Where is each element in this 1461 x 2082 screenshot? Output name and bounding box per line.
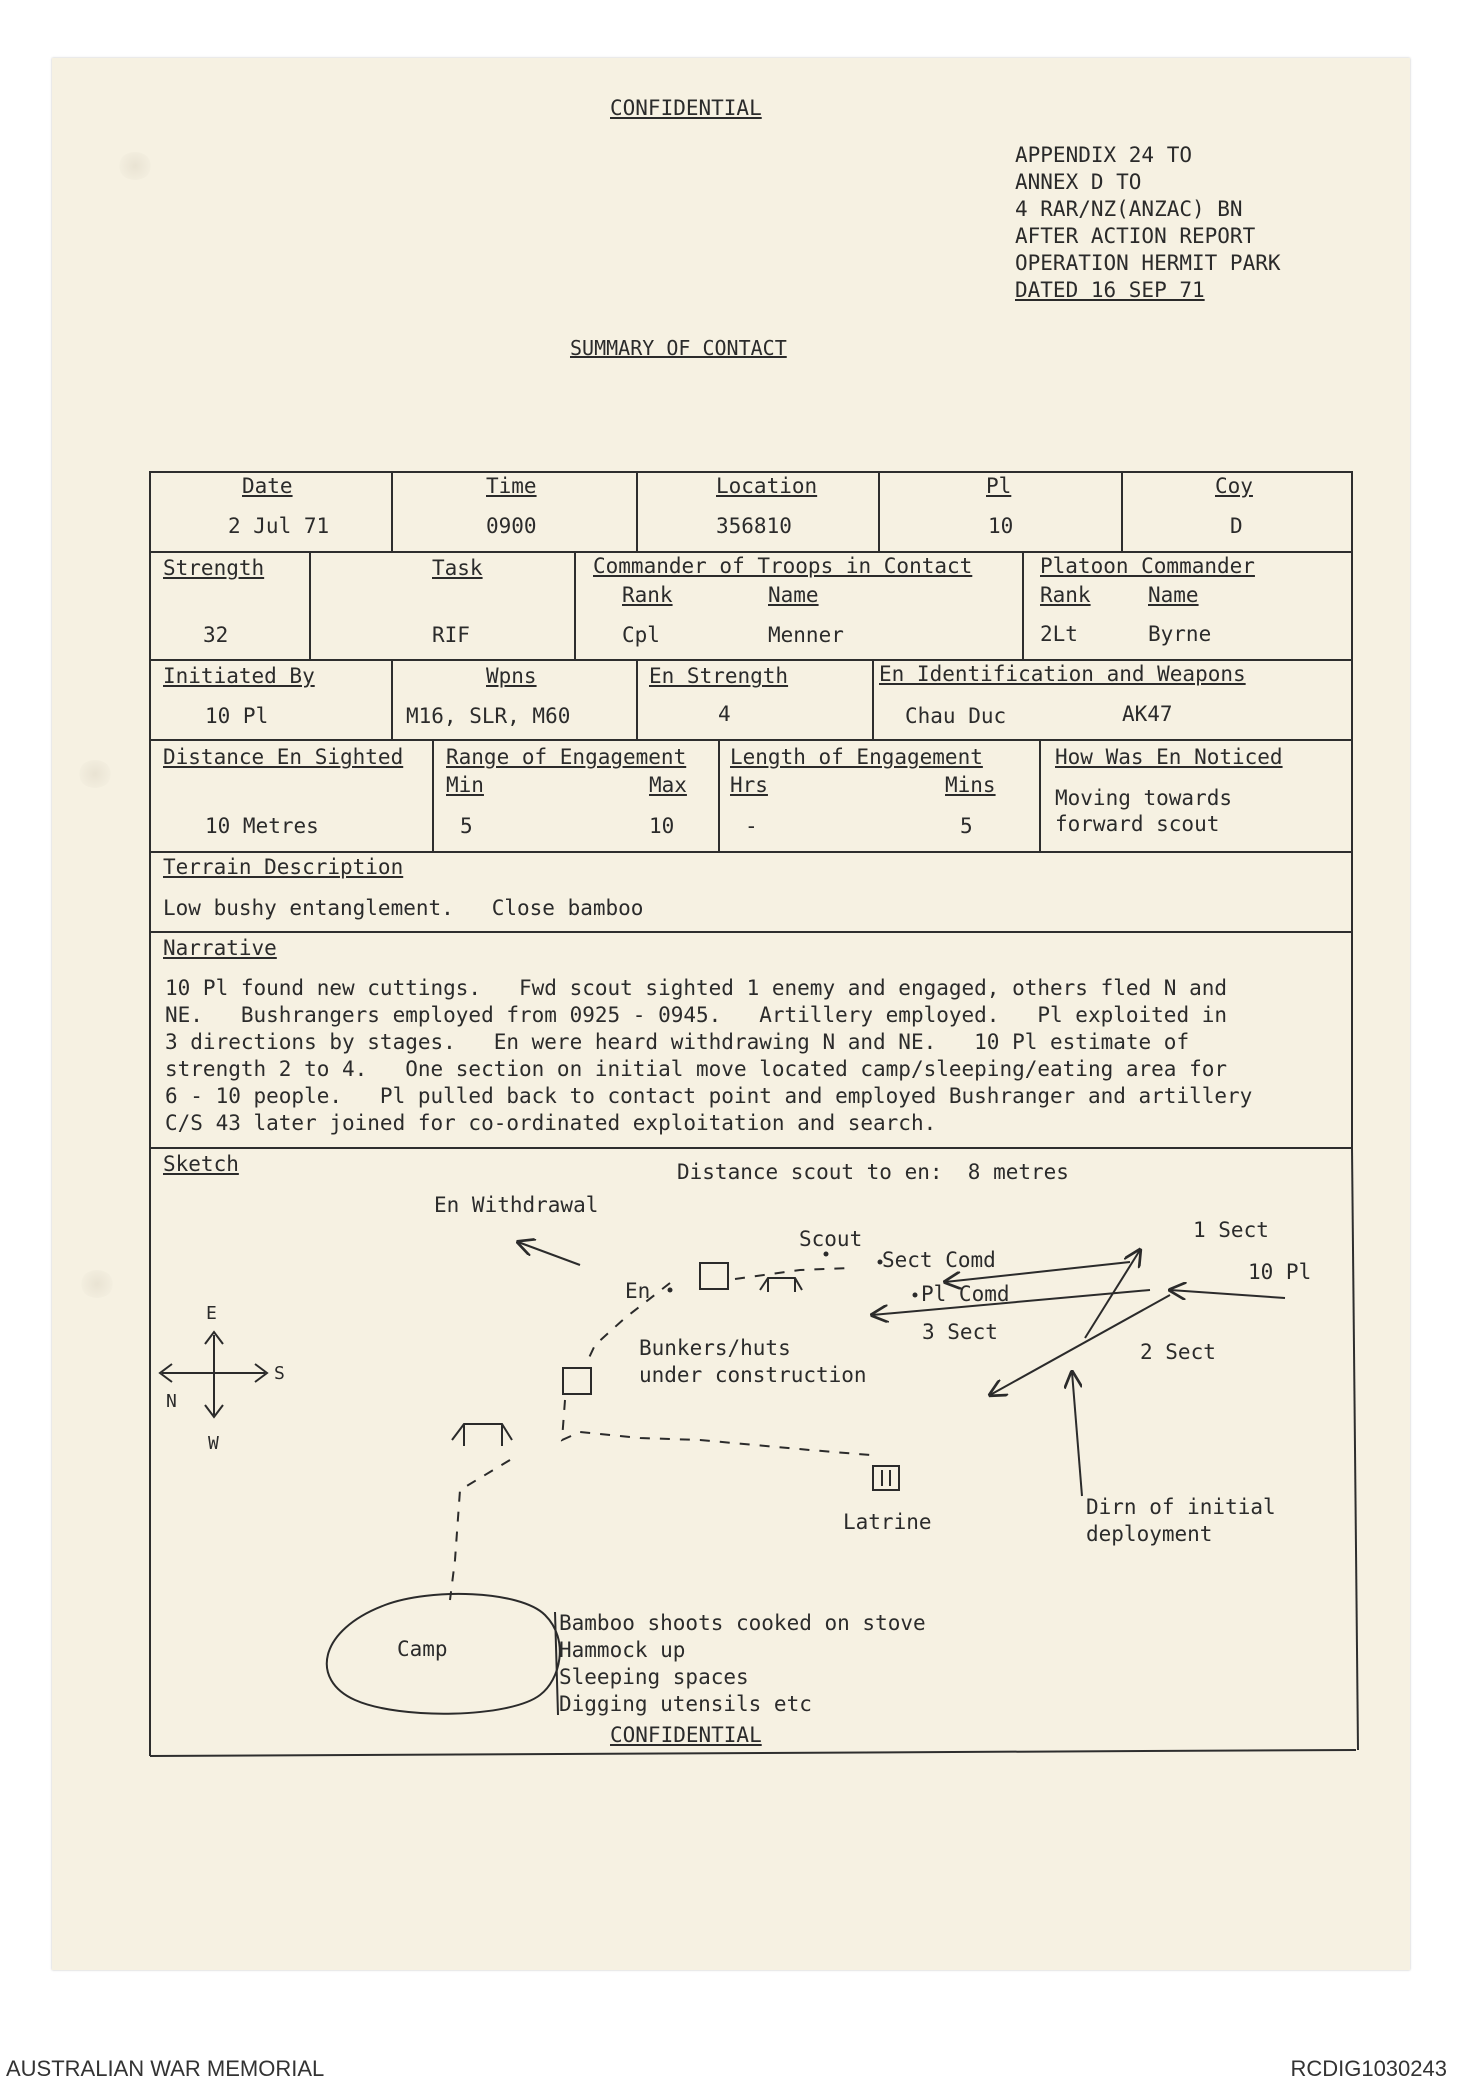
compass-s-label: S xyxy=(274,1363,285,1384)
time-value: 0900 xyxy=(486,514,537,538)
range-max-value: 10 xyxy=(649,814,675,838)
bunker-square xyxy=(563,1368,591,1394)
camp-note: Bamboo shoots cooked on stove xyxy=(559,1611,926,1635)
wpns-value: M16, SLR, M60 xyxy=(406,704,571,728)
narrative-line: 10 Pl found new cuttings. Fwd scout sighted 1 enemy and engaged, others fled N and xyxy=(165,976,1228,1000)
noticed-value-line1: Moving towards xyxy=(1055,786,1233,810)
narrative-line: C/S 43 later joined for co-ordinated exploitation and search. xyxy=(165,1111,937,1135)
location-label: Location xyxy=(716,474,818,498)
en-identification-value: Chau Duc xyxy=(905,704,1007,728)
commander-rank-label: Rank xyxy=(622,583,673,607)
narrative-line: 3 directions by stages. En were heard withdrawing N and NE. 10 Pl estimate of xyxy=(165,1030,1190,1054)
dirn-label-line1: Dirn of initial xyxy=(1086,1495,1276,1519)
strength-value: 32 xyxy=(203,623,229,647)
appendix-line: OPERATION HERMIT PARK xyxy=(1015,251,1281,275)
narrative-line: 6 - 10 people. Pl pulled back to contact point and employed Bushranger and artillery xyxy=(165,1084,1253,1108)
en-dot xyxy=(668,1288,673,1293)
range-min-value: 5 xyxy=(460,814,473,838)
task-label: Task xyxy=(432,556,483,580)
latrine-label: Latrine xyxy=(843,1510,932,1534)
latrine-symbol xyxy=(873,1466,899,1490)
scout-label: Scout xyxy=(799,1227,863,1251)
wpns-label: Wpns xyxy=(486,664,537,688)
camp-notes-bracket xyxy=(555,1612,558,1715)
sect3-label: 3 Sect xyxy=(922,1320,998,1344)
archive-footer xyxy=(0,2052,1461,2082)
track-dashed xyxy=(450,1460,510,1600)
length-label: Length of Engagement xyxy=(730,745,983,769)
camp-note: Sleeping spaces xyxy=(559,1665,749,1689)
bunkers-label-line1: Bunkers/huts xyxy=(639,1336,791,1360)
sketch-distance-text: Distance scout to en: 8 metres xyxy=(677,1160,1069,1184)
initiated-by-label: Initiated By xyxy=(163,664,315,688)
archive-name: AUSTRALIAN WAR MEMORIAL xyxy=(6,2056,325,2081)
en-withdrawal-arrow xyxy=(518,1242,580,1265)
length-hrs-value: - xyxy=(745,814,758,838)
sect2-label: 2 Sect xyxy=(1140,1340,1216,1364)
dirn-label-line2: deployment xyxy=(1086,1522,1213,1546)
appendix-line: AFTER ACTION REPORT xyxy=(1015,224,1256,248)
distance-sighted-label: Distance En Sighted xyxy=(163,745,404,769)
narrative-line: strength 2 to 4. One section on initial move located camp/sleeping/eating area for xyxy=(165,1057,1228,1081)
distance-sighted-value: 10 Metres xyxy=(205,814,319,838)
compass-w-label: W xyxy=(208,1433,219,1454)
location-value: 356810 xyxy=(716,514,792,538)
commander-label: Commander of Troops in Contact xyxy=(593,554,973,578)
date-label: Date xyxy=(242,474,293,498)
length-mins-value: 5 xyxy=(960,814,973,838)
narrative-line: NE. Bushrangers employed from 0925 - 0945. Artillery employed. Pl exploited in xyxy=(165,1003,1228,1027)
track-dashed xyxy=(562,1400,870,1455)
camp-label: Camp xyxy=(397,1637,448,1661)
coy-label: Coy xyxy=(1215,474,1253,498)
commander-rank-value: Cpl xyxy=(622,623,660,647)
ten-pl-label: 10 Pl xyxy=(1248,1260,1312,1284)
en-strength-value: 4 xyxy=(718,702,731,726)
pl-value: 10 xyxy=(988,514,1014,538)
noticed-label: How Was En Noticed xyxy=(1055,745,1283,769)
range-label: Range of Engagement xyxy=(446,745,687,769)
archive-reference: RCDIG1030243 xyxy=(1290,2056,1447,2081)
sect1-label: 1 Sect xyxy=(1193,1218,1269,1242)
appendix-line: 4 RAR/NZ(ANZAC) BN xyxy=(1015,197,1243,221)
appendix-line: APPENDIX 24 TO xyxy=(1015,143,1193,167)
bunker-square xyxy=(700,1263,728,1289)
ten-pl-arrow xyxy=(1170,1290,1285,1298)
pc-name-label: Name xyxy=(1148,583,1199,607)
date-value: 2 Jul 71 xyxy=(228,514,330,538)
pc-rank-label: Rank xyxy=(1040,583,1091,607)
noticed-value-line2: forward scout xyxy=(1055,812,1220,836)
compass-e-label: E xyxy=(206,1303,217,1324)
classification-top: CONFIDENTIAL xyxy=(610,96,762,120)
time-label: Time xyxy=(486,474,537,498)
commander-name-label: Name xyxy=(768,583,819,607)
en-weapon-value: AK47 xyxy=(1122,702,1173,726)
en-strength-label: En Strength xyxy=(649,664,789,688)
deployment-arrow xyxy=(1072,1372,1082,1496)
hut-shape xyxy=(760,1278,802,1292)
bunkers-label-line2: under construction xyxy=(639,1363,867,1387)
classification-bottom: CONFIDENTIAL xyxy=(610,1723,762,1747)
range-min-label: Min xyxy=(446,773,484,797)
pc-name-value: Byrne xyxy=(1148,622,1212,646)
en-withdrawal-label: En Withdrawal xyxy=(434,1193,599,1217)
appendix-line: DATED 16 SEP 71 xyxy=(1015,278,1205,302)
pl-comd-label: Pl Comd xyxy=(921,1282,1010,1306)
en-label: En xyxy=(625,1279,651,1303)
terrain-value: Low bushy entanglement. Close bamboo xyxy=(163,896,644,920)
sect-comd-label: Sect Comd xyxy=(882,1248,996,1272)
task-value: RIF xyxy=(432,623,470,647)
scout-dot xyxy=(824,1252,829,1257)
summary-title: SUMMARY OF CONTACT xyxy=(570,336,787,360)
range-max-label: Max xyxy=(649,773,687,797)
en-identification-label: En Identification and Weapons xyxy=(879,662,1246,686)
coy-value: D xyxy=(1230,514,1243,538)
pc-rank-value: 2Lt xyxy=(1040,622,1078,646)
commander-name-value: Menner xyxy=(768,623,844,647)
pl-comd-dot xyxy=(913,1293,918,1298)
narrative-label: Narrative xyxy=(163,936,277,960)
pl-label: Pl xyxy=(986,474,1012,498)
camp-note: Hammock up xyxy=(559,1638,686,1662)
strength-label: Strength xyxy=(163,556,265,580)
sketch-label: Sketch xyxy=(163,1152,239,1176)
initiated-by-value: 10 Pl xyxy=(205,704,269,728)
platoon-commander-label: Platoon Commander xyxy=(1040,554,1255,578)
terrain-label: Terrain Description xyxy=(163,855,404,879)
compass-n-label: N xyxy=(166,1391,177,1412)
length-mins-label: Mins xyxy=(945,773,996,797)
appendix-line: ANNEX D TO xyxy=(1015,170,1142,194)
length-hrs-label: Hrs xyxy=(730,773,768,797)
hut-shape xyxy=(452,1424,512,1446)
camp-note: Digging utensils etc xyxy=(559,1692,812,1716)
